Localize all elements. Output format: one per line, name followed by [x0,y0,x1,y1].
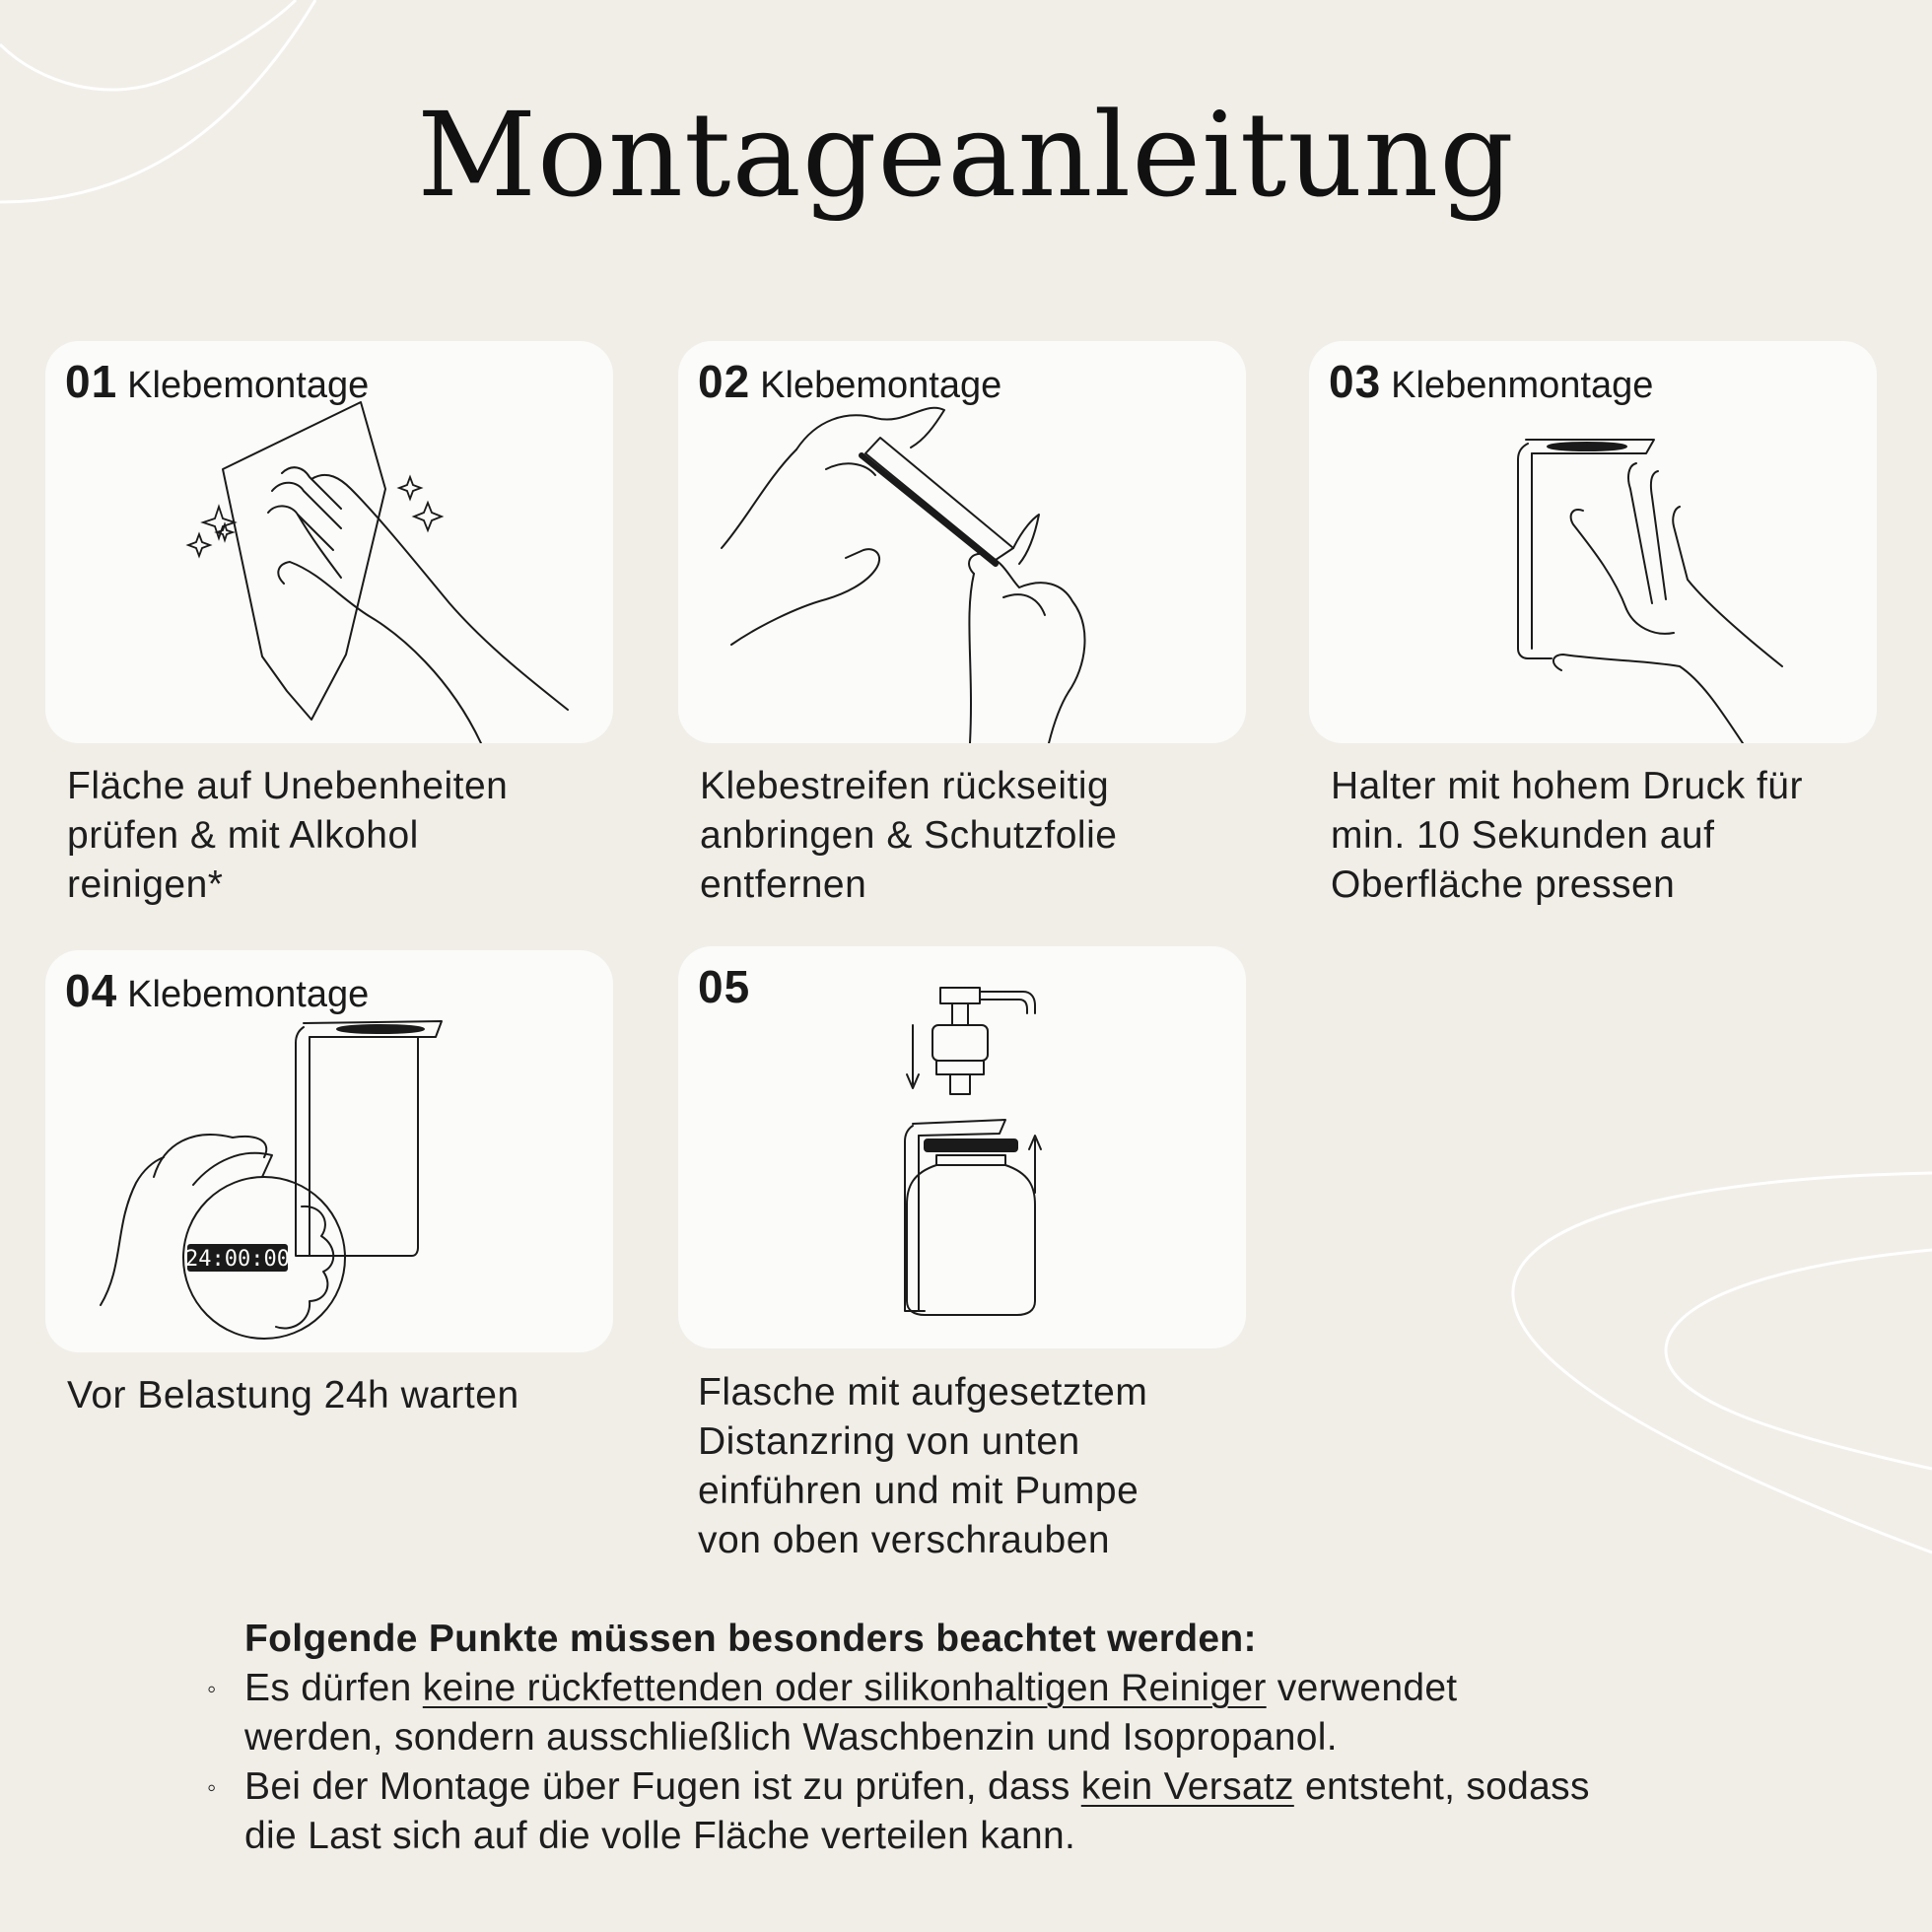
important-notes [207,1615,1782,1861]
bottle-pump-holder-icon [678,946,1246,1348]
step-header [65,355,369,408]
step-caption-05 [698,1368,1250,1565]
bullet-icon: ◦ [207,1674,217,1703]
note-text: werden, sondern ausschließlich Waschbenzin und Isopropanol. [244,1716,1338,1759]
step-number: 05 [698,961,751,1012]
step-header [698,960,760,1013]
note-emphasis: keine rückfettenden oder silikonhaltigen Reiniger [422,1667,1267,1709]
step-header [698,355,1001,408]
step-label: Klebemontage [760,365,1002,406]
step-card-04 [45,950,613,1352]
note-text: Bei der Montage über Fugen ist zu prüfen, dass [244,1765,1081,1808]
caption-line: reinigen* [67,863,224,906]
caption-line: Vor Belastung 24h warten [67,1374,519,1416]
step-caption-02 [700,762,1252,910]
caption-line: einführen und mit Pumpe [698,1470,1139,1512]
step-number: 01 [65,356,118,407]
caption-line: anbringen & Schutzfolie [700,814,1118,857]
caption-line: Distanzring von unten [698,1420,1080,1463]
step-card-05 [678,946,1246,1348]
step-header [65,964,369,1017]
step-card-01 [45,341,613,743]
notes-heading: Folgende Punkte müssen besonders beachtet werden: [244,1618,1257,1660]
step-caption-04 [67,1371,619,1420]
step-caption-01 [67,762,619,910]
step-caption-03 [1331,762,1883,910]
caption-line: min. 10 Sekunden auf [1331,814,1715,857]
caption-line: Fläche auf Unebenheiten [67,765,509,807]
note-text: die Last sich auf die volle Fläche verteilen kann. [244,1815,1076,1857]
step-number: 02 [698,356,751,407]
caption-line: entfernen [700,863,867,906]
step-header [1329,355,1653,408]
step-label: Klebemontage [127,974,370,1015]
caption-line: Flasche mit aufgesetztem [698,1371,1148,1414]
note-text: entsteht, sodass [1293,1765,1590,1808]
caption-line: prüfen & mit Alkohol [67,814,419,857]
note-item-1 [207,1664,1782,1762]
note-text: verwendet [1266,1667,1458,1709]
caption-line: Halter mit hohem Druck für [1331,765,1803,807]
step-card-02 [678,341,1246,743]
caption-line: Oberfläche pressen [1331,863,1676,906]
step-card-03 [1309,341,1877,743]
step-number: 04 [65,965,118,1016]
bullet-icon: ◦ [207,1772,217,1802]
step-label: Klebenmontage [1391,365,1654,406]
note-emphasis: kein Versatz [1080,1765,1294,1808]
note-item-2 [207,1762,1782,1861]
page-title: Montageanleitung [417,87,1515,223]
timer-display: 24:00:00 [185,1247,290,1272]
step-number: 03 [1329,356,1382,407]
caption-line: von oben verschrauben [698,1519,1111,1561]
caption-line: Klebestreifen rückseitig [700,765,1110,807]
note-text: Es dürfen [244,1667,423,1709]
step-label: Klebemontage [127,365,370,406]
